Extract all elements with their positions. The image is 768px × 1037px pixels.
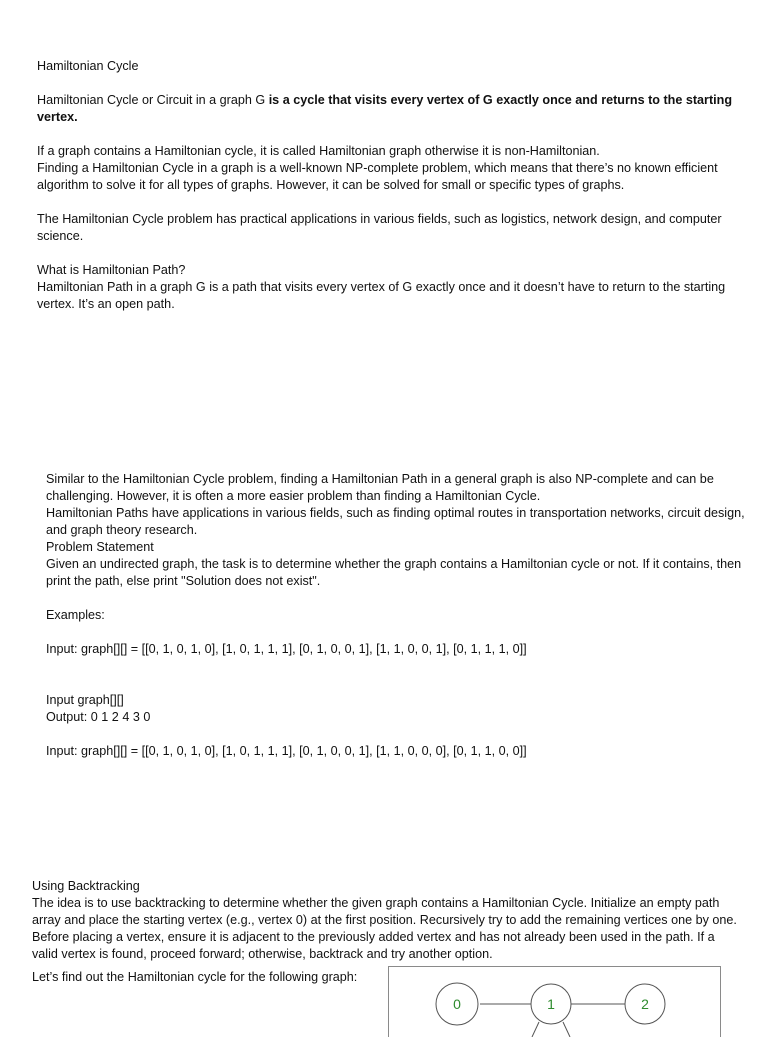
definition-bold: is a cycle that visits every vertex of G exactly once and returns to the starting vertex. (37, 93, 733, 124)
para-lets-find: Let’s find out the Hamiltonian cycle for the following graph: (32, 970, 358, 984)
graph-figure (388, 966, 721, 1037)
para-hamiltonian-graph: If a graph contains a Hamiltonian cycle, it is called Hamiltonian graph otherwise it is non-Hamiltonian. (37, 144, 600, 158)
para-problem-text: Given an undirected graph, the task is to determine whether the graph contains a Hamiltonian cycle or not. If it contains, then print the path, else print "Solution does not exist". (46, 557, 742, 588)
para-path-definition: Hamiltonian Path in a graph G is a path that visits every vertex of G exactly once and it doesn’t have to return to the starting vertex. It’s an open path. (37, 280, 726, 311)
example-input-1: Input: graph[][] = [[0, 1, 0, 1, 0], [1, 0, 1, 1, 1], [0, 1, 0, 0, 1], [1, 1, 0, 0, 1], [0, 1, 1, 1, 0]] (46, 642, 527, 656)
example-input-graph-label: Input graph[][] (46, 693, 124, 707)
node-0-label: 0 (453, 996, 461, 1012)
para-backtracking: The idea is to use backtracking to determine whether the given graph contains a Hamiltonian Cycle. Initialize an empty path array and place the starting vertex (e.g., vertex 0) at the first position. Recursively try to add the remaining vertices one by one. Before placing a vertex, ensure it is adjacent to the previously added vertex and has not already been used in the path. If a valid vertex is found, proceed forward; otherwise, backtrack and try another option. (32, 896, 737, 961)
node-1 (531, 984, 571, 1024)
para-path-np: Similar to the Hamiltonian Cycle problem, finding a Hamiltonian Path in a general graph is also NP-complete and can be challenging. However, it is often a more easier problem than finding a Hamiltonian Cycle. (46, 472, 714, 503)
definition-cycle (37, 92, 742, 126)
heading-problem-statement: Problem Statement (46, 540, 154, 554)
graph-diagram (389, 967, 720, 1037)
edge-1-down-left (532, 1022, 539, 1037)
section-hamiltonian-cycle (37, 58, 742, 313)
example-output-1: Output: 0 1 2 4 3 0 (46, 710, 151, 724)
heading-using-backtracking: Using Backtracking (32, 879, 140, 893)
para-np-complete: Finding a Hamiltonian Cycle in a graph is a well-known NP-complete problem, which means that there’s no known efficient algorithm to solve it for all types of graphs. However, it can be solved for small or specific types of graphs. (37, 161, 718, 192)
para-path-applications: Hamiltonian Paths have applications in various fields, such as finding optimal routes in transportation networks, circuit design, and graph theory research. (46, 506, 745, 537)
node-2 (625, 984, 665, 1024)
node-2-label: 2 (641, 996, 649, 1012)
heading-examples: Examples: (46, 608, 105, 622)
node-0 (436, 983, 478, 1025)
example-input-2: Input: graph[][] = [[0, 1, 0, 1, 0], [1, 0, 1, 1, 1], [0, 1, 0, 0, 1], [1, 1, 0, 0, 0], [0, 1, 1, 0, 0]] (46, 744, 527, 758)
definition-plain: Hamiltonian Cycle or Circuit in a graph G (37, 93, 269, 107)
heading-hamiltonian-path: What is Hamiltonian Path? (37, 263, 186, 277)
title-hamiltonian-cycle: Hamiltonian Cycle (37, 59, 139, 73)
para-applications: The Hamiltonian Cycle problem has practical applications in various fields, such as logistics, network design, and computer science. (37, 212, 722, 243)
node-1-label: 1 (547, 996, 555, 1012)
section-problem (46, 471, 746, 760)
edge-1-down-right (563, 1022, 570, 1037)
